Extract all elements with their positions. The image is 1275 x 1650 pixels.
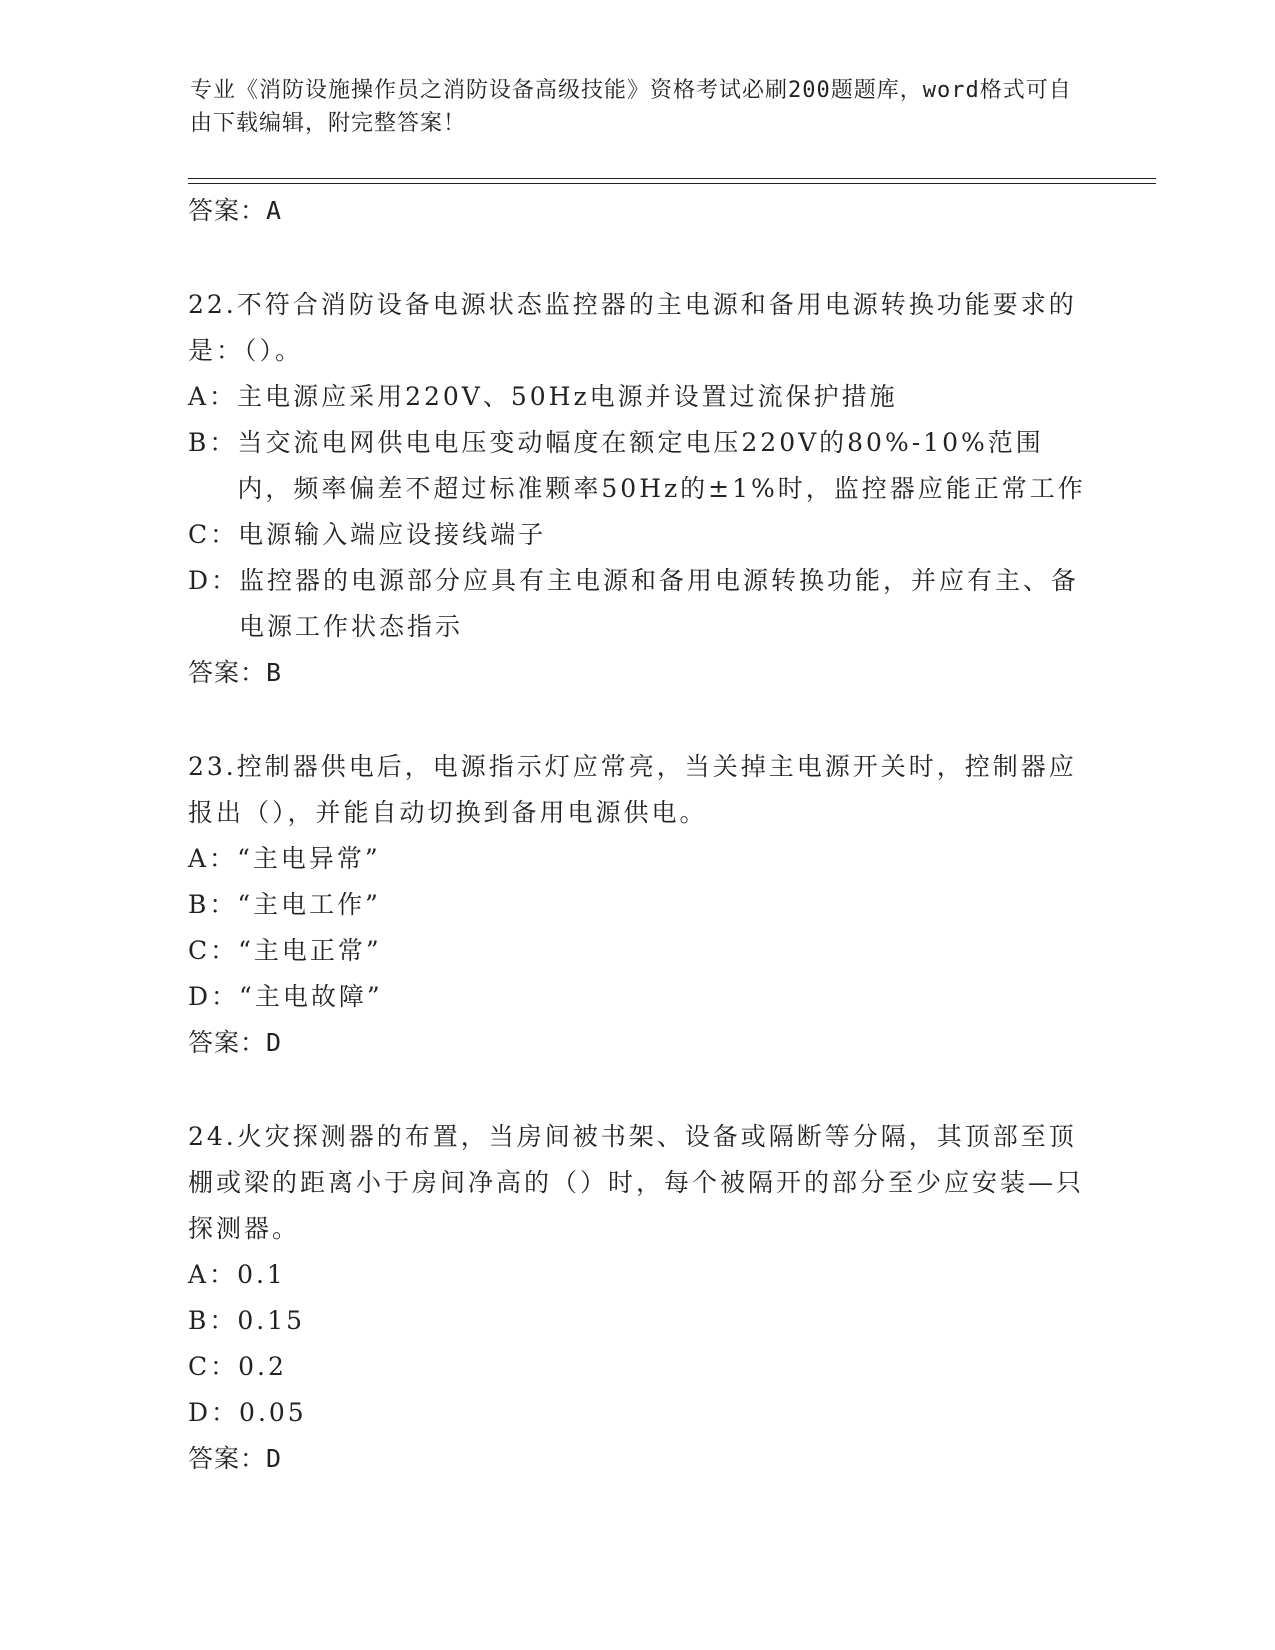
option-text: 0.2 bbox=[238, 1352, 287, 1381]
option-letter: D： bbox=[188, 1398, 240, 1427]
option-text: 监控器的电源部分应具有主电源和备用电源转换功能，并应有主、备电源工作状态指示 bbox=[239, 566, 1080, 641]
answer-line: 答案：A bbox=[188, 196, 283, 225]
option-letter: C： bbox=[188, 936, 239, 965]
header-divider-top bbox=[188, 178, 1156, 179]
option-text: “主电异常” bbox=[237, 844, 381, 873]
option-text: 主电源应采用220V、50Hz电源并设置过流保护措施 bbox=[237, 382, 898, 411]
option-text: “主电工作” bbox=[237, 890, 381, 919]
option-text: 0.15 bbox=[237, 1306, 306, 1335]
option-text: “主电故障” bbox=[239, 982, 383, 1011]
option-c bbox=[188, 512, 1088, 558]
question-text: 22.不符合消防设备电源状态监控器的主电源和备用电源转换功能要求的是：（）。 bbox=[188, 290, 1077, 365]
header-divider-bottom bbox=[188, 183, 1156, 184]
option-letter: C： bbox=[188, 520, 239, 549]
answer-line: 答案：D bbox=[188, 1444, 283, 1473]
option-text: 0.1 bbox=[237, 1260, 286, 1289]
option-letter: D： bbox=[188, 566, 240, 595]
question-text: 24.火灾探测器的布置，当房间被书架、设备或隔断等分隔，其顶部至顶棚或梁的距离小于房间净高的（）时，每个被隔开的部分至少应安装—只探测器。 bbox=[188, 1122, 1085, 1243]
option-a bbox=[188, 374, 1088, 420]
question-text: 23.控制器供电后，电源指示灯应常亮，当关掉主电源开关时，控制器应报出（），并能自动切换到备用电源供电。 bbox=[188, 752, 1077, 827]
option-a bbox=[188, 1252, 1088, 1298]
option-letter: C： bbox=[188, 1352, 239, 1381]
option-text: 电源输入端应设接线端子 bbox=[238, 520, 547, 549]
option-d bbox=[188, 558, 1088, 650]
option-b bbox=[188, 882, 1088, 928]
question-block bbox=[188, 1114, 1088, 1482]
option-letter: A： bbox=[188, 382, 238, 411]
option-letter: B： bbox=[188, 890, 238, 919]
question-block bbox=[188, 282, 1088, 696]
document-header: 专业《消防设施操作员之消防设备高级技能》资格考试必刷200题题库，word格式可自由下载编辑，附完整答案！ bbox=[190, 78, 1072, 136]
option-letter: B： bbox=[188, 428, 238, 457]
option-letter: B： bbox=[188, 1306, 238, 1335]
answer-line: 答案：B bbox=[188, 658, 283, 687]
question-block bbox=[188, 744, 1088, 1066]
option-d bbox=[188, 1390, 1088, 1436]
option-text: 0.05 bbox=[239, 1398, 307, 1427]
option-a bbox=[188, 836, 1088, 882]
option-letter: A： bbox=[188, 844, 238, 873]
option-letter: A： bbox=[188, 1260, 238, 1289]
answer-line: 答案：D bbox=[188, 1028, 283, 1057]
option-letter: D： bbox=[188, 982, 240, 1011]
option-text: “主电正常” bbox=[238, 936, 382, 965]
option-b bbox=[188, 1298, 1088, 1344]
option-text: 当交流电网供电电压变动幅度在额定电压220V的80%-10%范围内，频率偏差不超过标准颗率50Hz的±1%时，监控器应能正常工作 bbox=[237, 428, 1086, 503]
option-c bbox=[188, 928, 1088, 974]
option-c bbox=[188, 1344, 1088, 1390]
option-b bbox=[188, 420, 1088, 512]
document-body bbox=[188, 188, 1088, 1482]
option-d bbox=[188, 974, 1088, 1020]
